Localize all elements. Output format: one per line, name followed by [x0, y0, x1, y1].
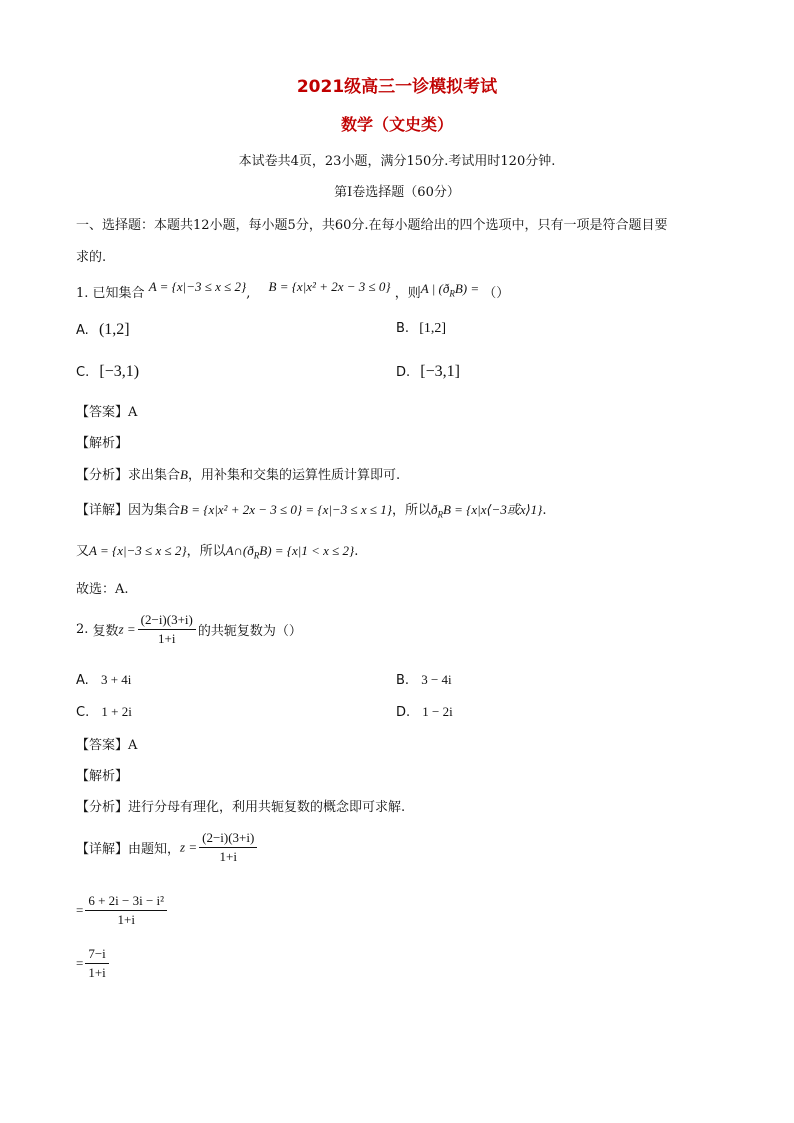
q2-fenxi — [76, 796, 405, 815]
q1-detail-1-math2-sub: R — [437, 509, 443, 520]
q2-number: 2. — [76, 622, 89, 637]
q1-detail-2-math2-post: B) = {x|1 < x ≤ 2} — [259, 543, 355, 558]
q2-z-eq: z = — [118, 621, 136, 637]
q1-detail-2-math2-pre: A∩(ð — [225, 543, 254, 558]
q1-detail-1-pre: 因为集合 — [128, 503, 181, 518]
q1-analysis-tag: 【解析】 — [76, 436, 129, 451]
q2-frac-num: (2−i)(3+i) — [140, 612, 193, 627]
q2-option-b-label: B. — [396, 673, 410, 688]
q1-paren: （） — [483, 286, 510, 301]
q2-answer — [76, 734, 137, 753]
q1-expr-end: B) = — [454, 281, 480, 296]
q2-step1-den: 1+i — [85, 910, 167, 928]
q1-fenxi — [76, 464, 400, 483]
q1-detail-1-math2-pre: ð — [430, 502, 438, 517]
q1-detail-1-end: . — [542, 503, 547, 518]
q1-option-c — [76, 363, 139, 381]
q2-detail-tag: 【详解】 — [76, 842, 129, 857]
q1-stem-prefix: 已知集合 — [92, 286, 145, 301]
q1-option-d-label: D. — [396, 365, 411, 380]
q2-step0-den: 1+i — [199, 847, 257, 865]
q1-number: 1. — [76, 286, 89, 301]
section-title: 第I卷选择题（60分） — [334, 185, 460, 200]
q1-expr-pre: A | (ð — [420, 281, 450, 296]
q2-option-a-label: A. — [76, 673, 89, 688]
q2-step2-fraction — [85, 946, 108, 981]
q1-expr-sub: R — [449, 288, 455, 299]
q1-option-c-label: C. — [76, 365, 90, 380]
q1-option-b-label: B. — [396, 321, 410, 336]
q1-stem: 1. 已知集合 A = {x|−3 ≤ x ≤ 2}, B = {x|x² + 2x − 3 ≤ 0} ，则A | $(ð_RB)$ = （） — [76, 279, 510, 301]
q2-step1-eq: = — [76, 902, 84, 918]
q1-fenxi-text-2: ，用补集和交集的运算性质计算即可. — [187, 468, 401, 483]
q2-option-c — [76, 704, 132, 720]
q1-option-d — [396, 363, 460, 381]
q1-detail-2-math2-sub: R — [253, 550, 260, 561]
q2-fenxi-text: 进行分母有理化，利用共轭复数的概念即可求解. — [128, 800, 406, 815]
q1-detail-1-math2 — [430, 502, 543, 520]
q2-step2-eq: = — [76, 955, 84, 971]
q1-detail-1-mid: ，所以 — [391, 503, 431, 518]
q1-detail-2-mid: ，所以 — [186, 544, 226, 559]
q2-step2-num: 7−i — [88, 946, 106, 961]
q1-fenxi-text-1: 求出集合 — [128, 468, 181, 483]
q2-analysis-tag: 【解析】 — [76, 769, 129, 784]
q1-answer — [76, 401, 137, 420]
q2-detail-text: 由题知， — [128, 842, 181, 857]
q1-detail-line2 — [76, 540, 358, 561]
q2-frac-den: 1+i — [138, 629, 196, 647]
q1-detail-line1 — [76, 499, 547, 520]
part1-instruction-line1: 一、选择题：本题共12小题，每小题5分，共60分.在每小题给出的四个选项中，只有一项是符合题目要 — [76, 218, 668, 233]
q2-option-c-value: 1 + 2i — [101, 704, 132, 719]
q2-answer-tag: 【答案】 — [76, 738, 129, 753]
q2-step1 — [76, 893, 169, 928]
q2-fraction — [138, 612, 196, 647]
q1-option-d-value: [−3,1] — [420, 363, 460, 380]
q1-conclusion: 故选：A. — [76, 582, 129, 597]
q1-detail-2-math2 — [225, 543, 355, 561]
q2-option-b — [396, 672, 452, 688]
q1-set-b: B = {x|x² + 2x − 3 ≤ 0} — [268, 279, 391, 294]
q1-detail-2-math: A = {x|−3 ≤ x ≤ 2} — [89, 543, 187, 558]
q2-step2 — [76, 946, 111, 981]
q1-set-a: A = {x|−3 ≤ x ≤ 2} — [148, 279, 247, 294]
q2-step0-fraction — [199, 830, 257, 865]
q1-option-c-value: [−3,1) — [99, 363, 140, 380]
q1-detail-1-math: B = {x|x² + 2x − 3 ≤ 0} = {x|−3 ≤ x ≤ 1} — [180, 502, 392, 517]
q1-fenxi-tag: 【分析】 — [76, 468, 129, 483]
q2-option-b-value: 3 − 4i — [421, 672, 452, 687]
q2-option-d-label: D. — [396, 705, 411, 720]
q2-step2-den: 1+i — [85, 963, 108, 981]
q2-option-c-label: C. — [76, 705, 90, 720]
q1-option-a-value: (1,2] — [98, 321, 130, 338]
q1-stem-mid: ，则 — [394, 286, 421, 301]
exam-subtitle: 数学（文史类） — [340, 115, 453, 134]
q2-option-d — [396, 704, 453, 720]
q2-option-a — [76, 672, 131, 688]
q1-detail-2-end: . — [354, 544, 359, 559]
q2-stem — [76, 612, 302, 647]
q1-answer-tag: 【答案】 — [76, 405, 129, 420]
q1-answer-value: A — [128, 405, 138, 420]
q2-step0-num: (2−i)(3+i) — [202, 830, 255, 845]
q2-step0-lhs: z = — [180, 839, 198, 855]
q2-stem-suffix: 的共轭复数为（） — [197, 624, 302, 639]
q2-option-d-value: 1 − 2i — [422, 704, 453, 719]
q1-expr — [420, 281, 480, 299]
q2-option-a-value: 3 + 4i — [100, 672, 132, 687]
q1-detail-2-pre: 又 — [76, 544, 90, 559]
q2-answer-value: A — [128, 738, 138, 753]
q2-step1-fraction — [85, 893, 167, 928]
q1-detail-tag: 【详解】 — [76, 503, 129, 518]
exam-info: 本试卷共4页，23小题，满分150分.考试用时120分钟. — [238, 154, 556, 169]
q2-stem-prefix: 复数 — [92, 624, 119, 639]
q1-option-b — [396, 321, 446, 337]
q1-option-a-label: A. — [76, 323, 89, 338]
exam-title: 2021级高三一诊模拟考试 — [296, 77, 498, 97]
q1-fenxi-var: B — [180, 467, 188, 482]
q2-step1-num: 6 + 2i − 3i − i² — [88, 893, 165, 908]
q1-detail-1-math2-post: B = {x|x⟨−3或x⟩1} — [442, 502, 543, 517]
q2-detail — [76, 830, 259, 865]
part1-instruction-line2: 求的. — [76, 250, 107, 265]
q1-option-b-value: [1,2] — [419, 321, 447, 336]
q2-fenxi-tag: 【分析】 — [76, 800, 129, 815]
q1-option-a — [76, 321, 130, 339]
